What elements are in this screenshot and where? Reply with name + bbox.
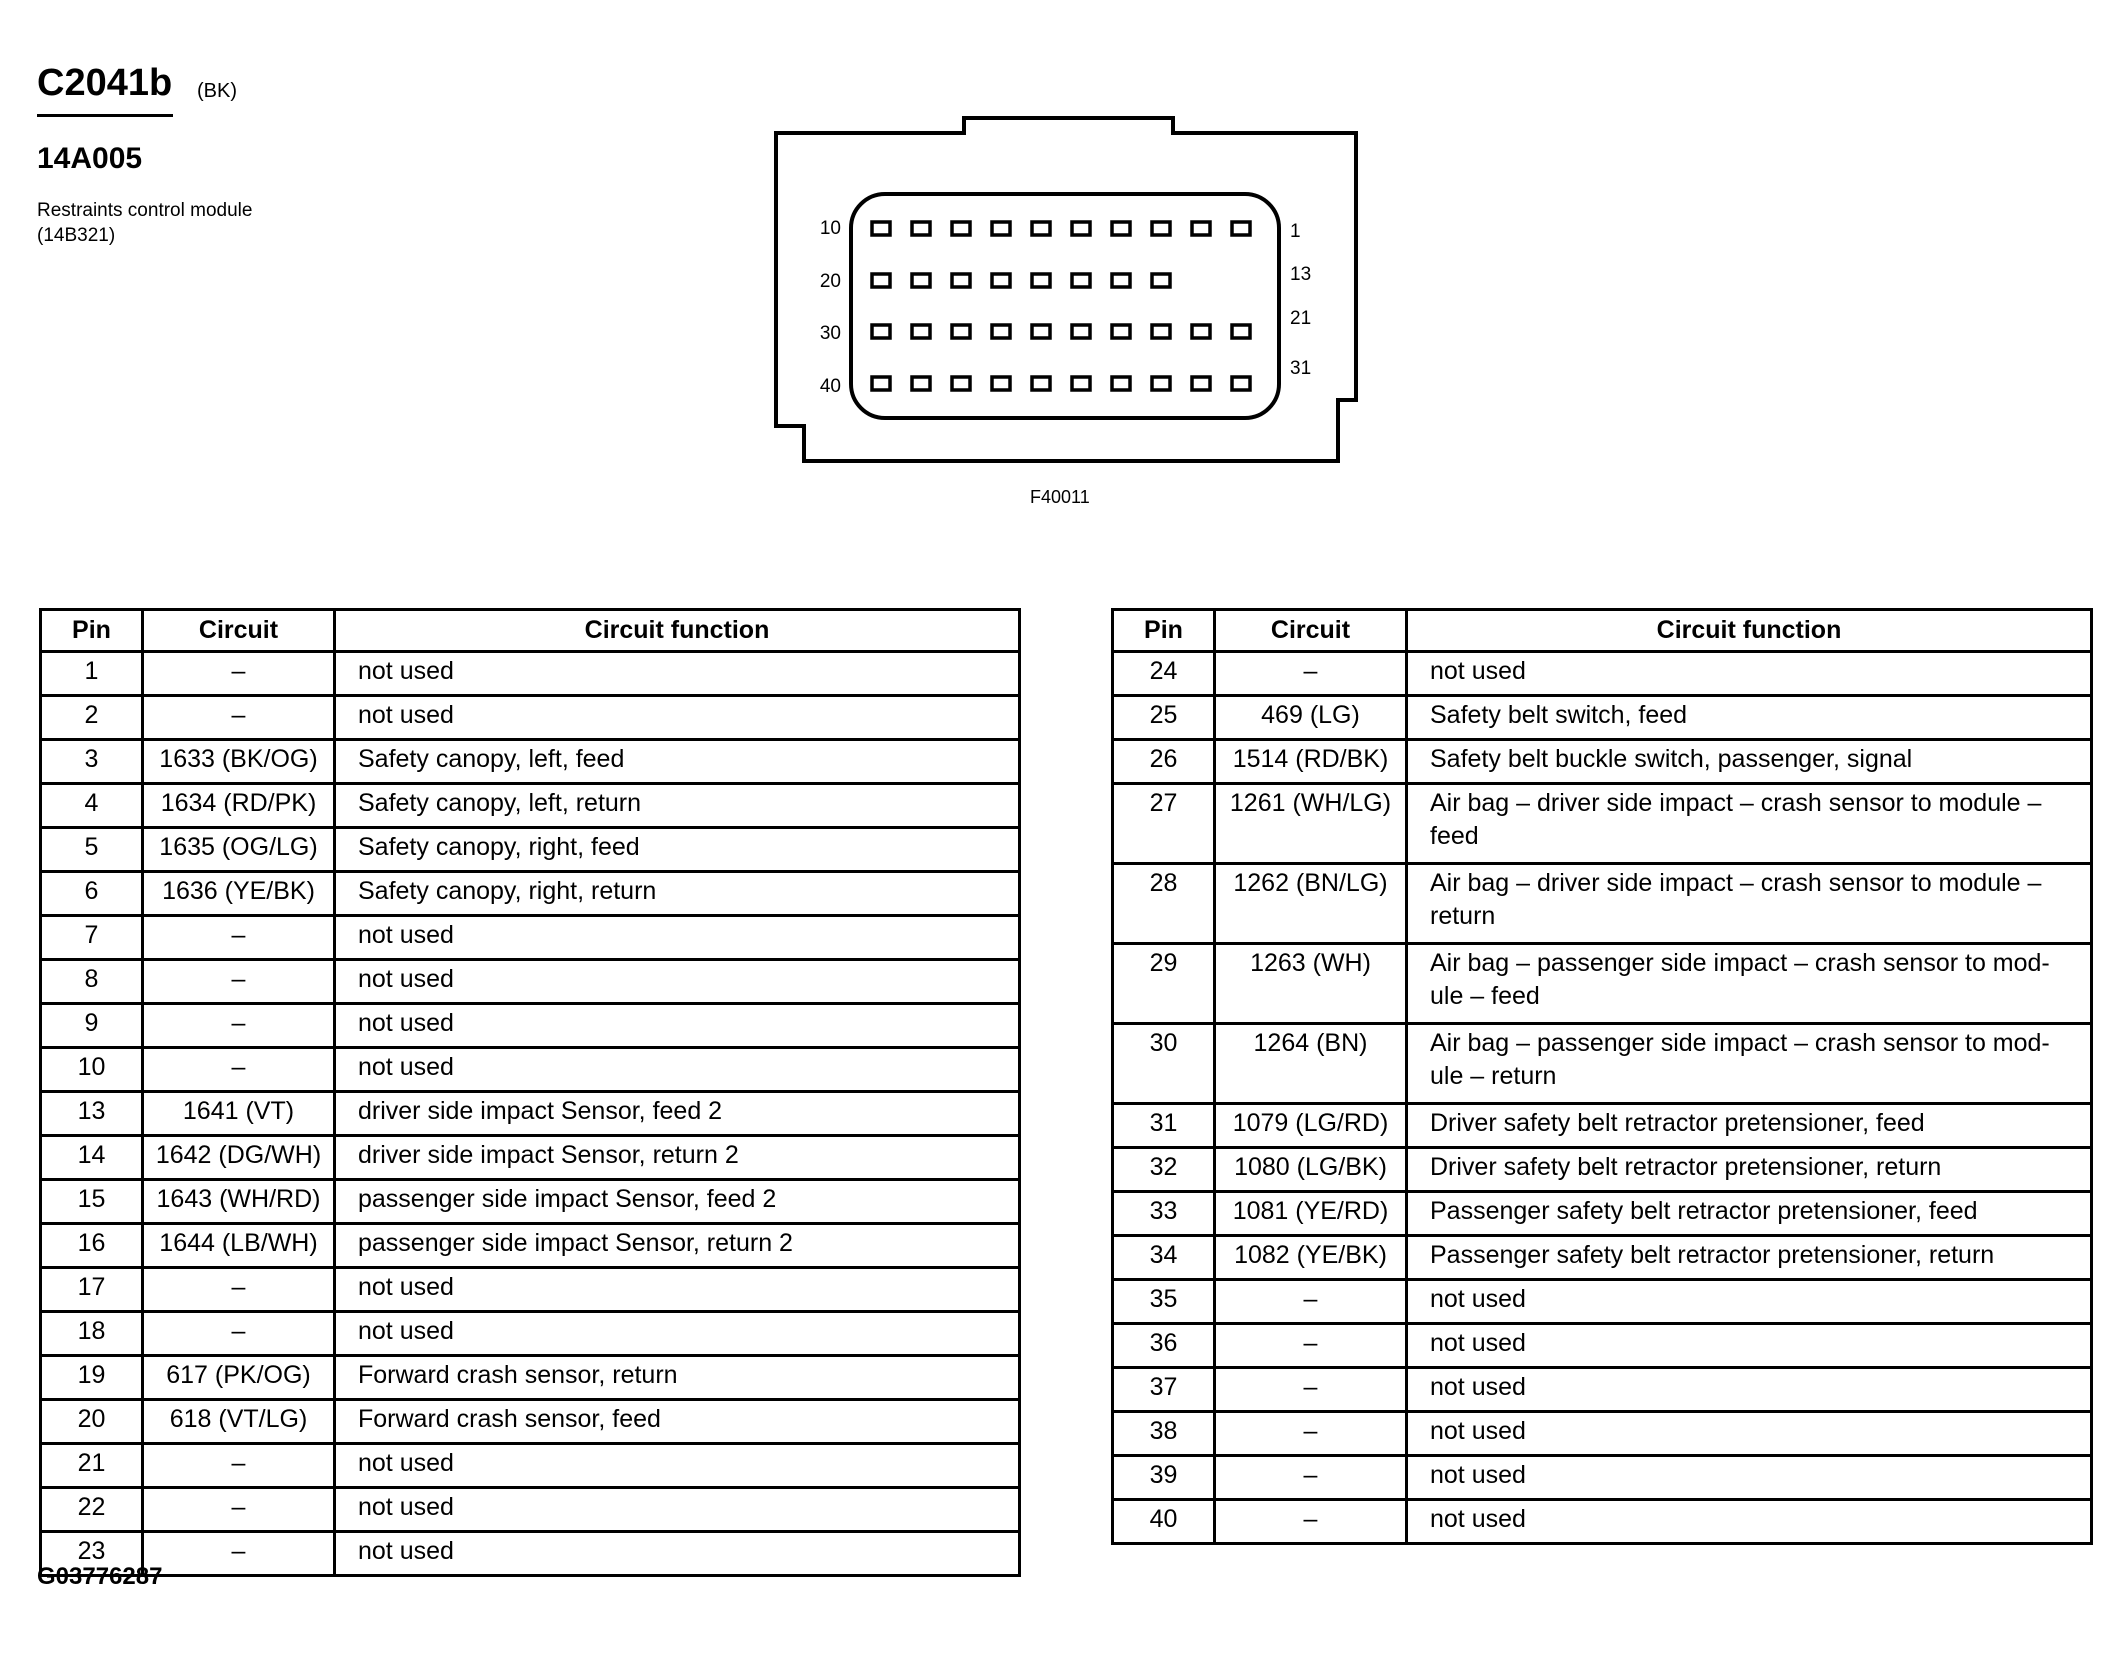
pin-cell: 23 [41, 1532, 143, 1576]
pin-cell: 34 [1113, 1236, 1215, 1280]
figure-id: F40011 [1030, 487, 1090, 507]
function-cell: not used [335, 1268, 1020, 1312]
row-label-left: 10 [819, 218, 841, 239]
circuit-cell: 1633 (BK/OG) [143, 740, 335, 784]
circuit-cell: – [143, 960, 335, 1004]
pin-cell: 17 [41, 1268, 143, 1312]
function-cell: Passenger safety belt retractor pretensioner, feed [1407, 1192, 2092, 1236]
function-cell: not used [1407, 1368, 2092, 1412]
table-row [41, 828, 1020, 872]
terminal-cavity [912, 325, 930, 338]
pin-cell: 22 [41, 1488, 143, 1532]
function-cell: Passenger safety belt retractor pretensioner, return [1407, 1236, 2092, 1280]
function-cell: not used [335, 1488, 1020, 1532]
function-cell: not used [1407, 652, 2092, 696]
pin-cell: 35 [1113, 1280, 1215, 1324]
circuit-cell: – [143, 1488, 335, 1532]
pin-cell: 1 [41, 652, 143, 696]
table-row [1113, 696, 2092, 740]
pin-cell: 24 [1113, 652, 1215, 696]
pin-cell: 7 [41, 916, 143, 960]
terminal-cavity [1232, 222, 1250, 235]
table-row [1113, 1324, 2092, 1368]
function-cell: Air bag – driver side impact – crash sensor to module – return [1407, 864, 2092, 944]
pin-table-left [39, 608, 1021, 1577]
circuit-cell: 1635 (OG/LG) [143, 828, 335, 872]
pin-cell: 33 [1113, 1192, 1215, 1236]
table-row [41, 872, 1020, 916]
pin-cell: 4 [41, 784, 143, 828]
pin-cell: 29 [1113, 944, 1215, 1024]
table-row [1113, 1368, 2092, 1412]
table-row [1113, 1192, 2092, 1236]
pin-cell: 2 [41, 696, 143, 740]
terminal-cavity [1152, 222, 1170, 235]
row-label-right: 21 [1290, 308, 1312, 329]
function-cell: Safety canopy, right, return [335, 872, 1020, 916]
table-row [41, 1268, 1020, 1312]
table-row [41, 1488, 1020, 1532]
terminal-cavity [912, 274, 930, 287]
pin-cell: 9 [41, 1004, 143, 1048]
circuit-cell: 1263 (WH) [1215, 944, 1407, 1024]
col-header-function: Circuit function [335, 610, 1020, 652]
terminal-cavity [1072, 222, 1090, 235]
table-row [1113, 1104, 2092, 1148]
function-cell: Forward crash sensor, feed [335, 1400, 1020, 1444]
function-cell: not used [1407, 1500, 2092, 1544]
circuit-cell: – [1215, 1412, 1407, 1456]
terminal-cavity [1072, 377, 1090, 390]
circuit-cell: – [143, 1268, 335, 1312]
row-label-left: 30 [819, 323, 841, 344]
part-number: 14A005 [37, 142, 143, 175]
table-row [1113, 1412, 2092, 1456]
terminal-cavity [1232, 325, 1250, 338]
function-cell: not used [335, 1532, 1020, 1576]
table-row [41, 1048, 1020, 1092]
circuit-cell: 1079 (LG/RD) [1215, 1104, 1407, 1148]
table-header-row [1113, 610, 2092, 652]
function-cell: not used [1407, 1324, 2092, 1368]
table-row [1113, 1456, 2092, 1500]
circuit-cell: 617 (PK/OG) [143, 1356, 335, 1400]
col-header-pin: Pin [41, 610, 143, 652]
pin-cell: 8 [41, 960, 143, 1004]
terminal-cavity [872, 377, 890, 390]
pin-cell: 27 [1113, 784, 1215, 864]
terminal-cavity [912, 377, 930, 390]
pin-cell: 25 [1113, 696, 1215, 740]
terminal-cavity [1152, 274, 1170, 287]
function-cell: not used [335, 1444, 1020, 1488]
table-row [41, 1356, 1020, 1400]
function-cell: driver side impact Sensor, feed 2 [335, 1092, 1020, 1136]
function-cell: Air bag – driver side impact – crash sensor to module – feed [1407, 784, 2092, 864]
pin-cell: 6 [41, 872, 143, 916]
circuit-cell: 1262 (BN/LG) [1215, 864, 1407, 944]
function-cell: Safety canopy, right, feed [335, 828, 1020, 872]
table-row [41, 916, 1020, 960]
terminal-cavity [1192, 377, 1210, 390]
terminal-cavity [1192, 325, 1210, 338]
table-row [1113, 784, 2092, 864]
table-row [1113, 1148, 2092, 1192]
pin-cell: 20 [41, 1400, 143, 1444]
table-row [41, 696, 1020, 740]
pin-cell: 30 [1113, 1024, 1215, 1104]
terminal-cavity [992, 222, 1010, 235]
table-row [41, 1444, 1020, 1488]
terminal-cavity [1112, 377, 1130, 390]
circuit-cell: 1644 (LB/WH) [143, 1224, 335, 1268]
circuit-cell: 1514 (RD/BK) [1215, 740, 1407, 784]
circuit-cell: 1261 (WH/LG) [1215, 784, 1407, 864]
function-cell: Driver safety belt retractor pretensioner, feed [1407, 1104, 2092, 1148]
circuit-cell: 1080 (LG/BK) [1215, 1148, 1407, 1192]
circuit-cell: – [1215, 1324, 1407, 1368]
table-row [41, 1092, 1020, 1136]
terminal-cavity [1032, 325, 1050, 338]
pin-table-right [1111, 608, 2093, 1545]
pin-cell: 18 [41, 1312, 143, 1356]
circuit-cell: 1081 (YE/RD) [1215, 1192, 1407, 1236]
circuit-cell: – [1215, 1280, 1407, 1324]
col-header-circuit: Circuit [143, 610, 335, 652]
terminal-cavity [872, 274, 890, 287]
function-cell: not used [335, 1312, 1020, 1356]
function-cell: Forward crash sensor, return [335, 1356, 1020, 1400]
terminal-cavity [952, 325, 970, 338]
circuit-cell: – [1215, 652, 1407, 696]
function-cell: not used [335, 1048, 1020, 1092]
table-row [1113, 944, 2092, 1024]
function-cell: not used [335, 960, 1020, 1004]
terminal-cavity [1072, 274, 1090, 287]
function-cell: not used [335, 696, 1020, 740]
function-cell: Safety canopy, left, return [335, 784, 1020, 828]
pin-cell: 13 [41, 1092, 143, 1136]
terminal-cavity [1032, 274, 1050, 287]
table-row [41, 1312, 1020, 1356]
function-cell: not used [1407, 1456, 2092, 1500]
table-row [41, 1400, 1020, 1444]
function-cell: not used [1407, 1280, 2092, 1324]
terminal-cavity [992, 274, 1010, 287]
graphic-id: G03776287 [37, 1563, 163, 1590]
row-label-right: 1 [1290, 221, 1301, 242]
connector-color: (BK) [197, 80, 237, 102]
row-label-left: 20 [819, 271, 841, 292]
terminal-cavity [952, 222, 970, 235]
table-row [41, 652, 1020, 696]
table-row [41, 960, 1020, 1004]
terminal-cavity [1032, 222, 1050, 235]
table-row [41, 740, 1020, 784]
terminal-cavity [872, 325, 890, 338]
table-row [1113, 1280, 2092, 1324]
terminal-cavity [1192, 222, 1210, 235]
circuit-cell: 1643 (WH/RD) [143, 1180, 335, 1224]
pin-cell: 39 [1113, 1456, 1215, 1500]
circuit-cell: 1264 (BN) [1215, 1024, 1407, 1104]
terminal-cavity [1072, 325, 1090, 338]
row-label-left: 40 [819, 376, 841, 397]
table-row [41, 1136, 1020, 1180]
connector-diagram [0, 0, 2124, 520]
function-cell: Air bag – passenger side impact – crash sensor to mod-ule – feed [1407, 944, 2092, 1024]
circuit-cell: 1636 (YE/BK) [143, 872, 335, 916]
terminal-cavity [952, 377, 970, 390]
col-header-circuit: Circuit [1215, 610, 1407, 652]
circuit-cell: – [1215, 1368, 1407, 1412]
circuit-cell: – [1215, 1456, 1407, 1500]
table-row [1113, 1236, 2092, 1280]
pin-cell: 38 [1113, 1412, 1215, 1456]
circuit-cell: – [143, 1444, 335, 1488]
pin-cell: 5 [41, 828, 143, 872]
row-label-right: 31 [1290, 358, 1312, 379]
table-header-row [41, 610, 1020, 652]
function-cell: not used [335, 916, 1020, 960]
pin-cell: 10 [41, 1048, 143, 1092]
pin-cell: 16 [41, 1224, 143, 1268]
pin-cell: 37 [1113, 1368, 1215, 1412]
table-row [41, 784, 1020, 828]
circuit-cell: – [143, 1004, 335, 1048]
table-row [41, 1180, 1020, 1224]
pin-cell: 15 [41, 1180, 143, 1224]
terminal-cavity [1112, 325, 1130, 338]
table-row [1113, 1024, 2092, 1104]
table-row [1113, 864, 2092, 944]
circuit-cell: 1641 (VT) [143, 1092, 335, 1136]
circuit-cell: 1642 (DG/WH) [143, 1136, 335, 1180]
terminal-cavity [1152, 377, 1170, 390]
terminal-cavity [1232, 377, 1250, 390]
terminal-cavity [1112, 274, 1130, 287]
row-label-right: 13 [1290, 264, 1312, 285]
module-description: Restraints control module (14B321) [37, 200, 253, 246]
pin-cell: 3 [41, 740, 143, 784]
table-row [1113, 1500, 2092, 1544]
terminal-cavity [992, 325, 1010, 338]
table-row [41, 1224, 1020, 1268]
circuit-cell: 618 (VT/LG) [143, 1400, 335, 1444]
function-cell: Driver safety belt retractor pretensioner, return [1407, 1148, 2092, 1192]
terminal-grid [872, 222, 1250, 390]
table-row [41, 1532, 1020, 1576]
col-header-function: Circuit function [1407, 610, 2092, 652]
function-cell: not used [335, 652, 1020, 696]
circuit-cell: – [143, 1312, 335, 1356]
terminal-cavity [952, 274, 970, 287]
terminal-cavity [992, 377, 1010, 390]
terminal-cavity [1112, 222, 1130, 235]
pin-cell: 19 [41, 1356, 143, 1400]
circuit-cell: 469 (LG) [1215, 696, 1407, 740]
function-cell: passenger side impact Sensor, return 2 [335, 1224, 1020, 1268]
circuit-cell: – [143, 652, 335, 696]
function-cell: not used [1407, 1412, 2092, 1456]
connector-face [851, 194, 1279, 418]
pin-cell: 14 [41, 1136, 143, 1180]
pin-cell: 28 [1113, 864, 1215, 944]
row-labels [820, 218, 1311, 397]
terminal-cavity [912, 222, 930, 235]
pin-cell: 31 [1113, 1104, 1215, 1148]
function-cell: Air bag – passenger side impact – crash sensor to mod-ule – return [1407, 1024, 2092, 1104]
function-cell: driver side impact Sensor, return 2 [335, 1136, 1020, 1180]
pin-cell: 26 [1113, 740, 1215, 784]
col-header-pin: Pin [1113, 610, 1215, 652]
connector-id: C2041b [37, 62, 173, 104]
function-cell: Safety canopy, left, feed [335, 740, 1020, 784]
circuit-cell: – [143, 1532, 335, 1576]
function-cell: not used [335, 1004, 1020, 1048]
circuit-cell: – [1215, 1500, 1407, 1544]
function-cell: Safety belt buckle switch, passenger, signal [1407, 740, 2092, 784]
function-cell: passenger side impact Sensor, feed 2 [335, 1180, 1020, 1224]
pin-cell: 36 [1113, 1324, 1215, 1368]
table-row [41, 1004, 1020, 1048]
circuit-cell: – [143, 696, 335, 740]
function-cell: Safety belt switch, feed [1407, 696, 2092, 740]
circuit-cell: – [143, 916, 335, 960]
circuit-cell: 1082 (YE/BK) [1215, 1236, 1407, 1280]
circuit-cell: – [143, 1048, 335, 1092]
table-row [1113, 740, 2092, 784]
circuit-cell: 1634 (RD/PK) [143, 784, 335, 828]
pin-cell: 21 [41, 1444, 143, 1488]
terminal-cavity [1032, 377, 1050, 390]
table-row [1113, 652, 2092, 696]
pin-cell: 40 [1113, 1500, 1215, 1544]
terminal-cavity [872, 222, 890, 235]
pin-cell: 32 [1113, 1148, 1215, 1192]
terminal-cavity [1152, 325, 1170, 338]
